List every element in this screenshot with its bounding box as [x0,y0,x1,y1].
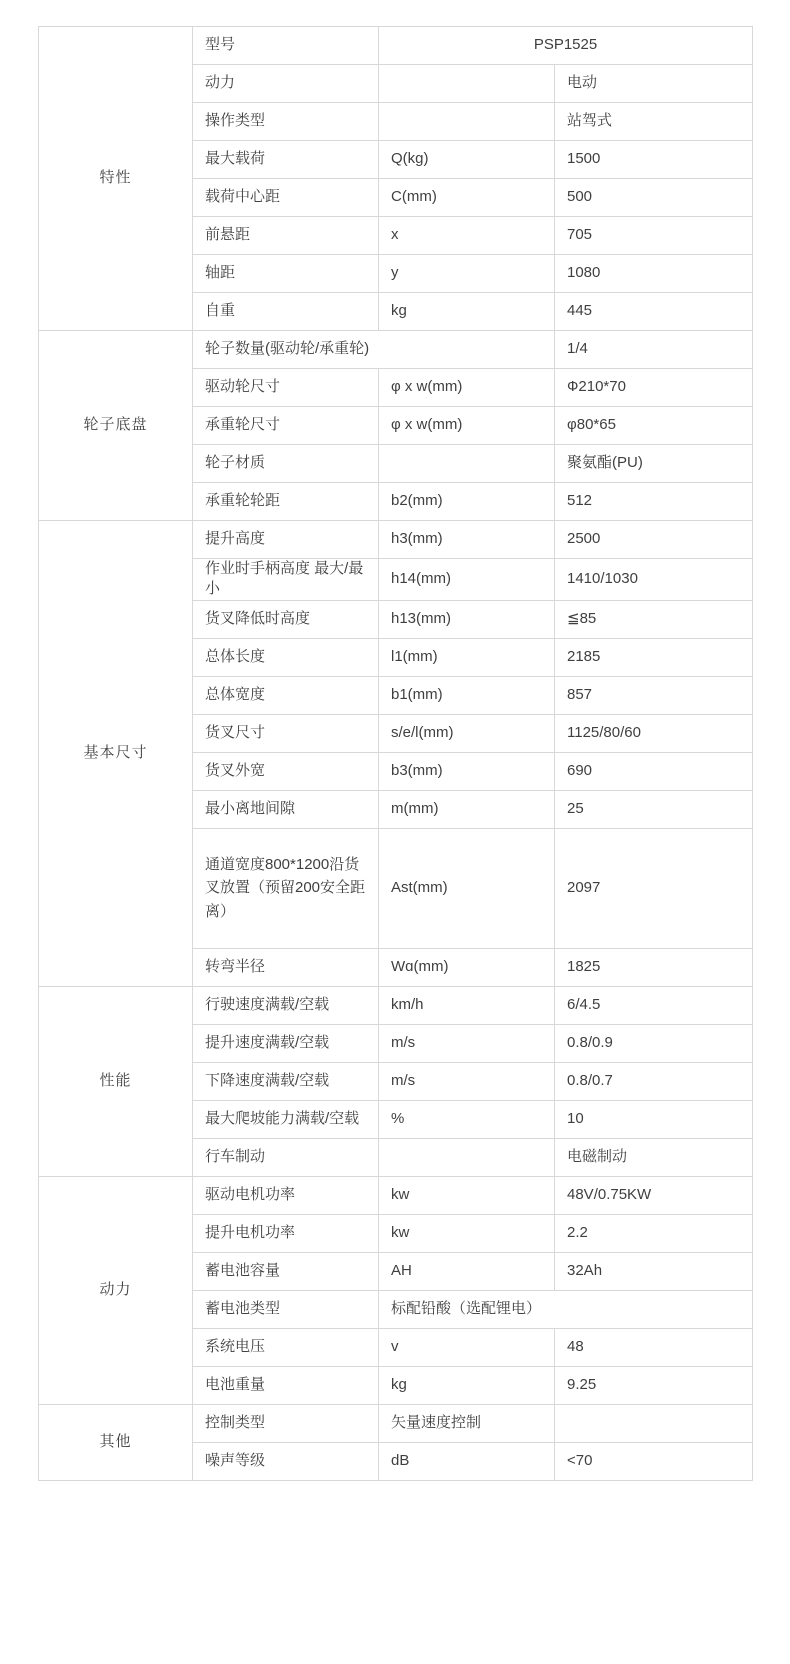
parameter-symbol: m/s [379,1062,555,1100]
parameter-symbol: b3(mm) [379,752,555,790]
parameter-name: 总体长度 [193,638,379,676]
parameter-value: 48 [555,1328,753,1366]
parameter-symbol: kw [379,1214,555,1252]
parameter-value: 9.25 [555,1366,753,1404]
parameter-symbol: s/e/l(mm) [379,714,555,752]
parameter-value: 445 [555,293,753,331]
parameter-value: 1825 [555,948,753,986]
parameter-symbol: PSP1525 [379,27,753,65]
parameter-name: 提升电机功率 [193,1214,379,1252]
parameter-value: 857 [555,676,753,714]
parameter-name: 最大爬坡能力满载/空载 [193,1100,379,1138]
parameter-value: ≦85 [555,600,753,638]
parameter-name: 货叉尺寸 [193,714,379,752]
parameter-value [555,1404,753,1442]
parameter-symbol: % [379,1100,555,1138]
parameter-value: 0.8/0.7 [555,1062,753,1100]
parameter-name: 操作类型 [193,103,379,141]
parameter-symbol: v [379,1328,555,1366]
parameter-value: 0.8/0.9 [555,1024,753,1062]
parameter-symbol: h13(mm) [379,600,555,638]
parameter-value: 512 [555,483,753,521]
parameter-value: <70 [555,1442,753,1480]
parameter-name: 提升高度 [193,521,379,559]
parameter-value: 10 [555,1100,753,1138]
parameter-name: 通道宽度800*1200沿货叉放置（预留200安全距离） [193,828,379,948]
parameter-name: 驱动电机功率 [193,1176,379,1214]
parameter-name: 载荷中心距 [193,179,379,217]
parameter-name: 作业时手柄高度 最大/最小 [193,559,379,601]
parameter-value: 聚氨酯(PU) [555,445,753,483]
parameter-value: 1080 [555,255,753,293]
parameter-name: 前悬距 [193,217,379,255]
parameter-symbol: l1(mm) [379,638,555,676]
parameter-value: φ80*65 [555,407,753,445]
parameter-value: 1/4 [555,331,753,369]
parameter-symbol: C(mm) [379,179,555,217]
parameter-symbol: m(mm) [379,790,555,828]
parameter-name: 系统电压 [193,1328,379,1366]
group-label: 轮子底盘 [39,331,193,521]
parameter-symbol: kw [379,1176,555,1214]
parameter-name: 提升速度满载/空载 [193,1024,379,1062]
parameter-name: 承重轮轮距 [193,483,379,521]
parameter-value: 32Ah [555,1252,753,1290]
parameter-name: 承重轮尺寸 [193,407,379,445]
parameter-symbol: dB [379,1442,555,1480]
parameter-symbol: AH [379,1252,555,1290]
parameter-value: Ф210*70 [555,369,753,407]
parameter-name: 噪声等级 [193,1442,379,1480]
group-label: 基本尺寸 [39,521,193,987]
parameter-name: 轮子材质 [193,445,379,483]
parameter-name: 蓄电池容量 [193,1252,379,1290]
parameter-name: 轴距 [193,255,379,293]
table-row [39,986,753,1024]
parameter-value: 6/4.5 [555,986,753,1024]
table-row [39,331,753,369]
parameter-value: 2.2 [555,1214,753,1252]
parameter-symbol: m/s [379,1024,555,1062]
parameter-symbol: kg [379,1366,555,1404]
parameter-name: 下降速度满载/空载 [193,1062,379,1100]
parameter-symbol: φ x w(mm) [379,407,555,445]
parameter-symbol: Ast(mm) [379,828,555,948]
parameter-name: 电池重量 [193,1366,379,1404]
group-label: 性能 [39,986,193,1176]
parameter-symbol: 矢量速度控制 [379,1404,555,1442]
parameter-value: 电磁制动 [555,1138,753,1176]
parameter-symbol: b2(mm) [379,483,555,521]
parameter-symbol: y [379,255,555,293]
parameter-name: 轮子数量(驱动轮/承重轮) [193,331,555,369]
parameter-name: 货叉外宽 [193,752,379,790]
parameter-name: 最小离地间隙 [193,790,379,828]
parameter-value: 站驾式 [555,103,753,141]
table-row [39,1404,753,1442]
parameter-symbol: x [379,217,555,255]
parameter-name: 货叉降低时高度 [193,600,379,638]
parameter-symbol: h3(mm) [379,521,555,559]
parameter-name: 型号 [193,27,379,65]
parameter-value: 电动 [555,65,753,103]
parameter-symbol [379,1138,555,1176]
parameter-name: 控制类型 [193,1404,379,1442]
parameter-symbol [379,445,555,483]
group-label: 其他 [39,1404,193,1480]
table-row [39,521,753,559]
parameter-symbol: Q(kg) [379,141,555,179]
parameter-value: 1500 [555,141,753,179]
parameter-value: 705 [555,217,753,255]
group-label: 动力 [39,1176,193,1404]
parameter-value: 2500 [555,521,753,559]
parameter-name: 行驶速度满载/空载 [193,986,379,1024]
parameter-name: 驱动轮尺寸 [193,369,379,407]
parameter-value: 48V/0.75KW [555,1176,753,1214]
parameter-symbol [379,103,555,141]
parameter-value: 2185 [555,638,753,676]
parameter-value: 1125/80/60 [555,714,753,752]
group-label: 特性 [39,27,193,331]
parameter-symbol: φ x w(mm) [379,369,555,407]
parameter-symbol: Wɑ(mm) [379,948,555,986]
parameter-value: 690 [555,752,753,790]
parameter-value: 25 [555,790,753,828]
parameter-symbol [379,65,555,103]
specification-table [38,26,753,1481]
parameter-symbol: 标配铅酸（选配锂电） [379,1290,753,1328]
parameter-symbol: b1(mm) [379,676,555,714]
parameter-value: 500 [555,179,753,217]
parameter-name: 动力 [193,65,379,103]
table-row [39,1176,753,1214]
parameter-name: 蓄电池类型 [193,1290,379,1328]
parameter-name: 自重 [193,293,379,331]
parameter-symbol: kg [379,293,555,331]
table-row [39,27,753,65]
parameter-value: 1410/1030 [555,559,753,601]
parameter-name: 转弯半径 [193,948,379,986]
parameter-symbol: h14(mm) [379,559,555,601]
parameter-name: 行车制动 [193,1138,379,1176]
parameter-name: 最大载荷 [193,141,379,179]
parameter-name: 总体宽度 [193,676,379,714]
parameter-value: 2097 [555,828,753,948]
parameter-symbol: km/h [379,986,555,1024]
